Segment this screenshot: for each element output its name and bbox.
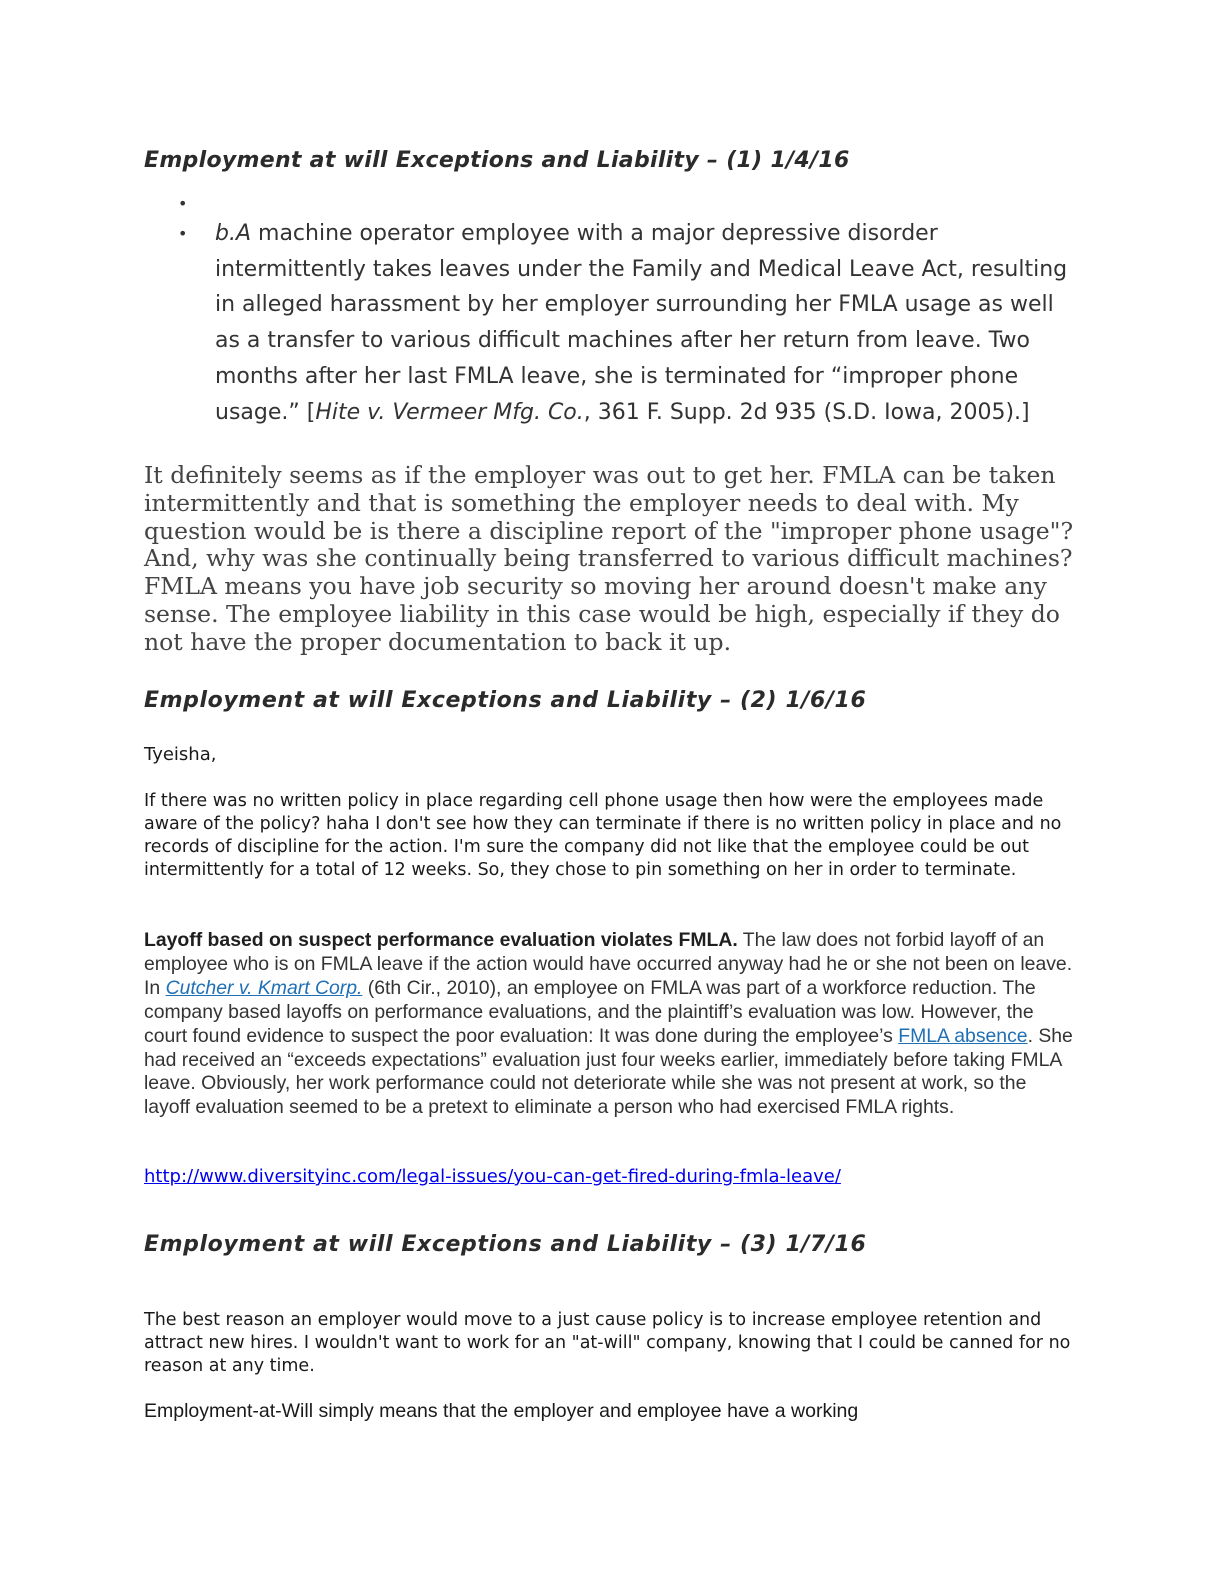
source-url-line bbox=[144, 1166, 841, 1187]
bullet-dot-icon: • bbox=[178, 224, 188, 243]
layoff-paragraph bbox=[144, 929, 1074, 1120]
section-2-heading: Employment at will Exceptions and Liability – (2) 1/6/16 bbox=[144, 688, 867, 713]
case-text: machine operator employee with a major depressive disorder intermittently takes leaves under the Family and Medical Leave Act, resulting in alleged harassment by her employer surrounding her FMLA usage as well as a transfer to various difficult machines after her return from leave. Two months after her last FMLA leave, she is terminated for “improper phone usage.” [ bbox=[215, 221, 1068, 425]
section-3-reply: The best reason an employer would move to a just cause policy is to increase employee retention and attract new hires. I wouldn't want to work for an "at-will" company, knowing that I could be canned for no reason at any time. bbox=[144, 1310, 1071, 1377]
section-3-heading: Employment at will Exceptions and Liability – (3) 1/7/16 bbox=[144, 1232, 867, 1257]
layoff-text-c: . She had received an “exceeds expectations” evaluation just four weeks earlier, immediately before taking FMLA leave. Obviously, her work performance could not deteriorate while she was not present at work, so the layoff evaluation seemed to be a pretext to eliminate a person who had exercised FMLA rights. bbox=[144, 1024, 1073, 1119]
section-2-reply: If there was no written policy in place regarding cell phone usage then how were the employees made aware of the policy? haha I don't see how they can terminate if there is no written policy in place and no records of discipline for the action. I'm sure the company did not like that the employee could be out intermittently for a total of 12 weeks. So, they chose to pin something on her in order to terminate. bbox=[144, 791, 1062, 881]
section-3-last-line: Employment-at-Will simply means that the employer and employee have a working bbox=[144, 1400, 859, 1422]
section-1-response: It definitely seems as if the employer was out to get her. FMLA can be taken intermittently and that is something the employer needs to deal with. My question would be is there a discipline report of the "improper phone usage"? And, why was she continually being transferred to various difficult machines? FMLA means you have job security so moving her around doesn't make any sense. The employee liability in this case would be high, especially if they do not have the proper documentation to back it up. bbox=[144, 461, 1074, 656]
fmla-absence-link[interactable]: FMLA absence bbox=[898, 1024, 1028, 1047]
bullet-dot-icon: • bbox=[178, 194, 188, 213]
case-bullet-list bbox=[178, 186, 1074, 430]
section-1-heading: Employment at will Exceptions and Liability – (1) 1/4/16 bbox=[144, 148, 850, 173]
greeting: Tyeisha, bbox=[144, 744, 217, 765]
case-bullet-item bbox=[178, 216, 1074, 430]
case-citation-rest: , 361 F. Supp. 2d 935 (S.D. Iowa, 2005).] bbox=[583, 399, 1030, 425]
empty-bullet-item bbox=[178, 186, 1074, 216]
case-citation-name: Hite v. Vermeer Mfg. Co. bbox=[315, 399, 584, 425]
source-url-link[interactable]: http://www.diversityinc.com/legal-issues/you-can-get-fired-during-fmla-leave/ bbox=[144, 1166, 841, 1187]
case-label: b.A bbox=[215, 221, 252, 246]
layoff-text-b: (6th Cir., 2010), an employee on FMLA was part of a workforce reduction. The company based layoffs on performance evaluations, and the plaintiff’s evaluation was low. However, the court found evidence to suspect the poor evaluation: It was done during the employee’s bbox=[144, 976, 1036, 1047]
layoff-text-a: The law does not forbid layoff of an employee who is on FMLA leave if the action would have occurred anyway had he or she not been on leave. In bbox=[144, 929, 1073, 999]
case-link[interactable]: Cutcher v. Kmart Corp. bbox=[165, 976, 363, 999]
layoff-bold-lead: Layoff based on suspect performance evaluation violates FMLA. bbox=[144, 929, 738, 951]
